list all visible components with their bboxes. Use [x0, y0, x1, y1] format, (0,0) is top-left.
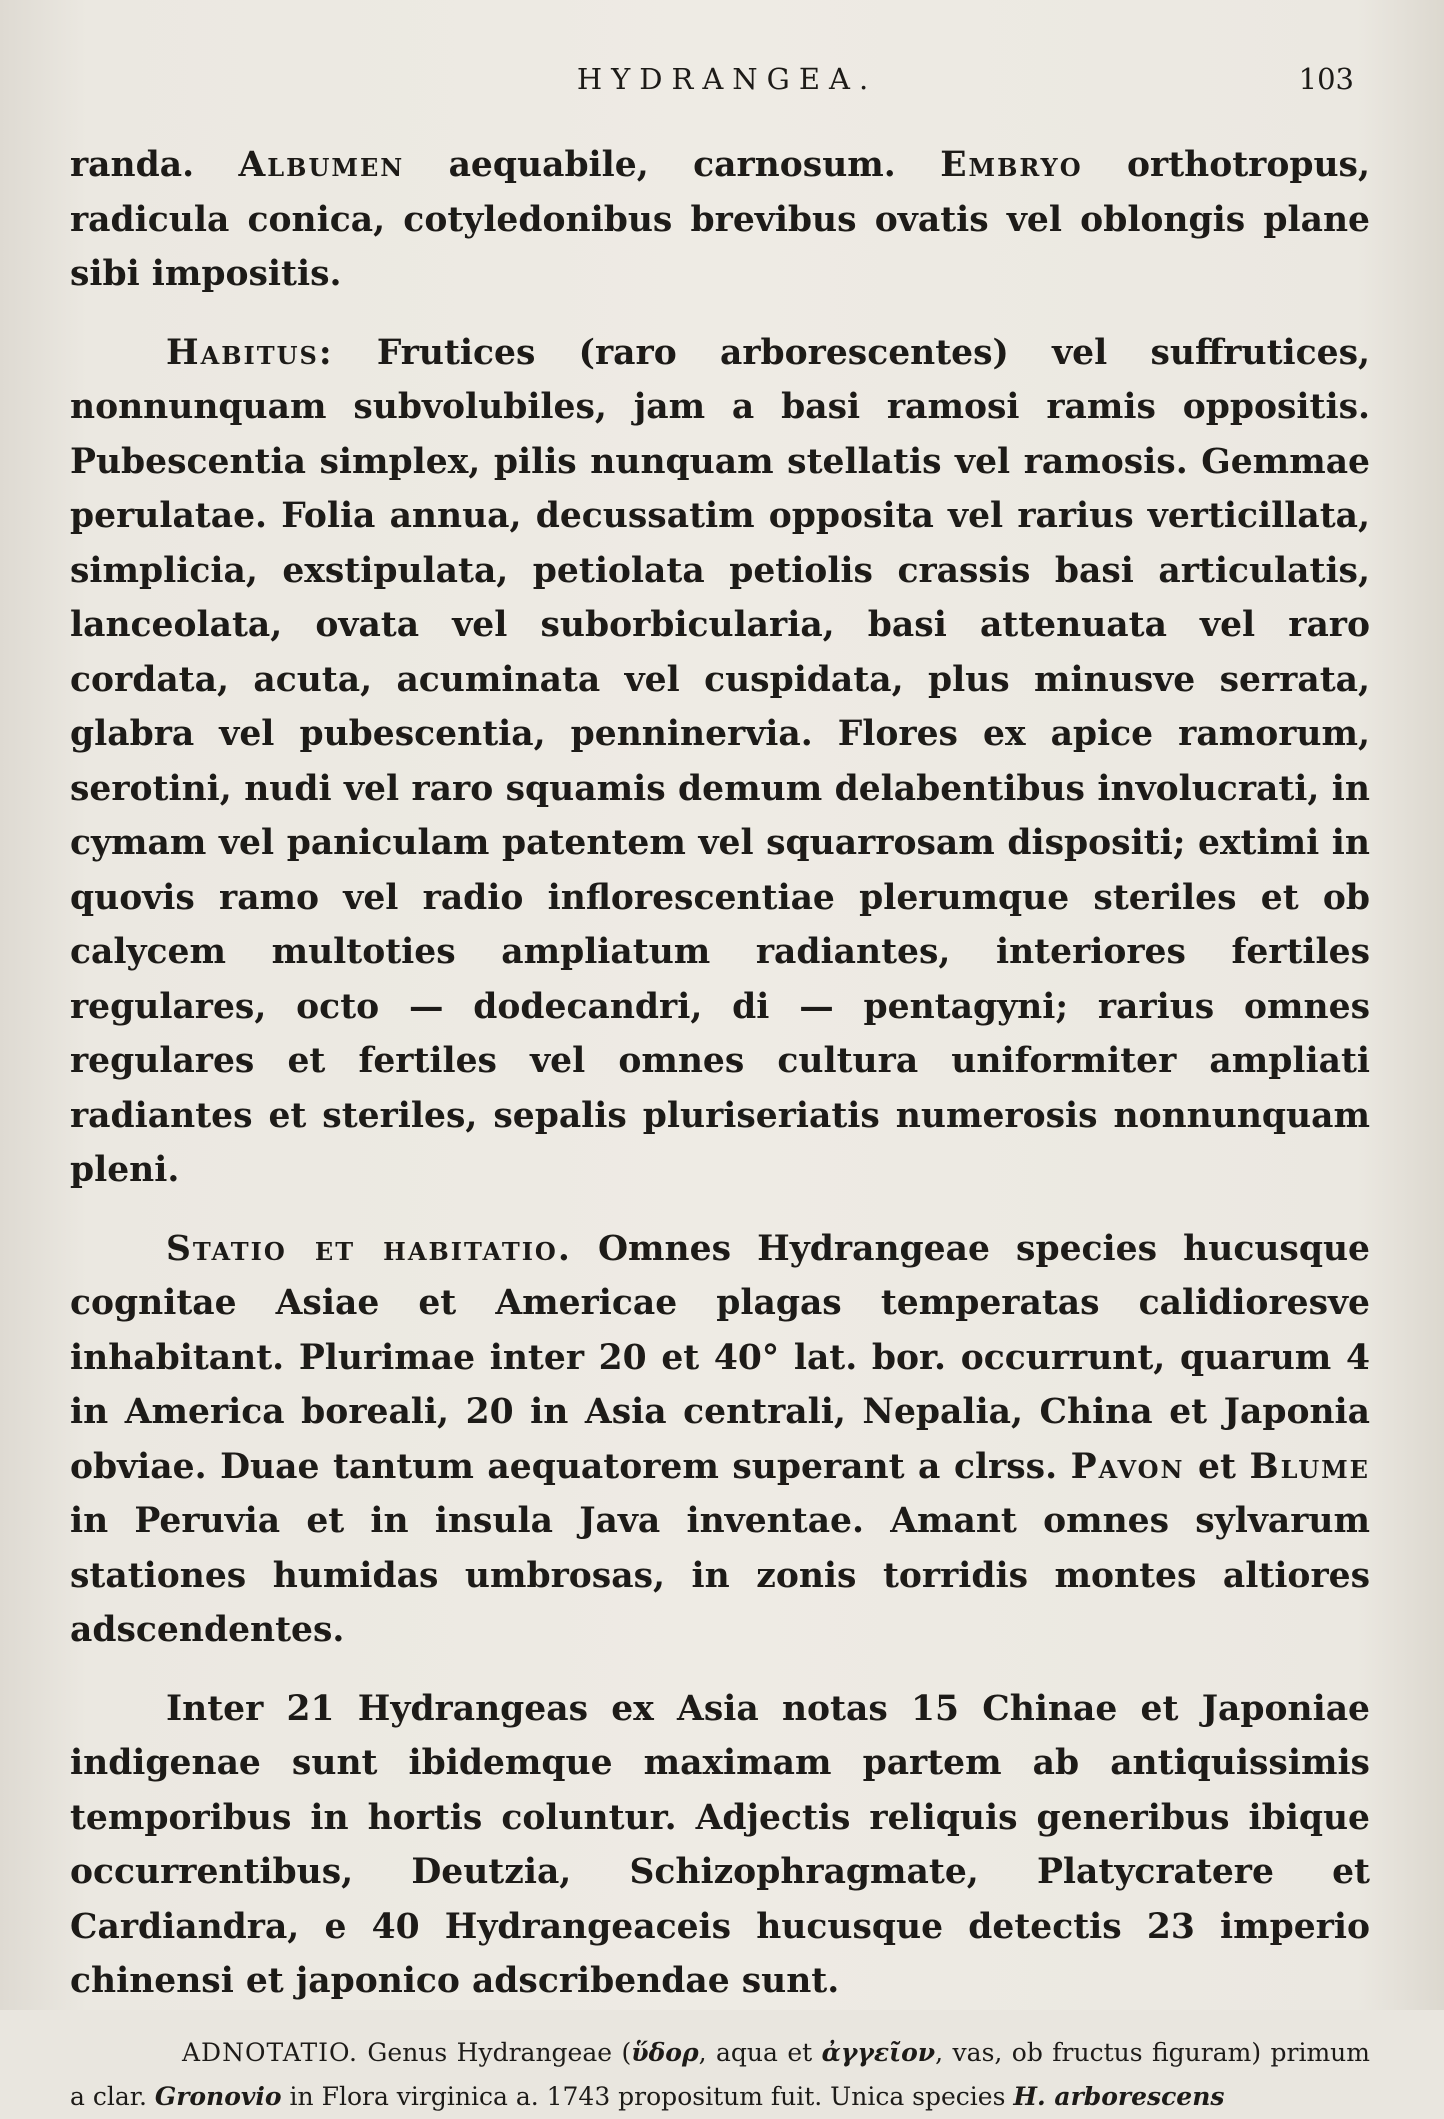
paragraph-inter: [70, 1682, 1370, 2009]
paragraph-statio: [70, 1222, 1370, 1658]
page-number: 103: [1298, 62, 1354, 96]
note-label: ADNOTATIO.: [182, 2037, 358, 2067]
term-statio: Statio et habitatio.: [166, 1228, 572, 1269]
species-name: H. arborescens: [1013, 2081, 1225, 2111]
annotation-note: [70, 2031, 1370, 2119]
text-run: et: [1184, 1446, 1250, 1487]
term-embryo: Embryo: [940, 145, 1083, 185]
text-run: randa.: [70, 145, 239, 185]
text-run: Frutices (raro arborescentes) vel suffrutices, nonnunquam subvolubiles, jam a basi ramosi ramis oppositis. Pubescentia simplex, pilis nunquam stellatis vel ramosis. Gemmae perulatae. Folia annua, decussatim opposita vel rarius verticillata, simplicia, exstipulata, petiolata petiolis crassis basi articulatis, lanceolata, ovata vel suborbicularia, basi attenuata vel raro cordata, acuta, acuminata vel cuspidata, plus minusve serrata, glabra vel pubescentia, penninervia. Flores ex apice ramorum, serotini, nudi vel raro squamis demum delabentibus involucrati, in cymam vel paniculam patentem vel squarrosam dispositi; extimi in quovis ramo vel radio inflorescentiae plerumque steriles et ob calycem multoties ampliatum radiantes, interiores fertiles regulares, octo — dodecandri, di — pentagyni; rarius omnes regulares et fertiles vel omnes cultura uniformiter ampliati radiantes et steriles, sepalis pluriseriatis numerosis nonnunquam pleni.: [70, 332, 1370, 1190]
greek-word: ἀγγεῖον: [821, 2037, 936, 2067]
text-run: Genus Hydrangeae (: [358, 2037, 632, 2067]
name-pavon: Pavon: [1070, 1446, 1185, 1487]
term-albumen: Albumen: [238, 145, 405, 185]
text-run: orthotropus, radicula conica, cotyledonibus brevibus ovatis vel oblongis plane sibi impositis.: [70, 145, 1370, 294]
author-name: Gronovio: [154, 2081, 282, 2111]
main-text: [70, 138, 1370, 2119]
text-run: Inter 21 Hydrangeas ex Asia notas 15 Chinae et Japoniae indigenae sunt ibidemque maximam partem ab antiquissimis temporibus in hortis coluntur. Adjectis reliquis generibus ibique occurrentibus, Deutzia, Schizophragmate, Platycratere et Cardiandra, e 40 Hydrangeaceis hucusque detectis 23 imperio chinensi et japonico adscribendae sunt.: [70, 1688, 1370, 2001]
text-run: , vas, ob fructus figuram) primum a clar.: [70, 2037, 1370, 2111]
page-header: [70, 62, 1384, 110]
text-run: in Peruvia et in insula Java inventae. Amant omnes sylvarum stationes humidas umbrosas, in zonis torridis montes altiores adscendentes.: [70, 1501, 1370, 1650]
running-title: HYDRANGEA.: [576, 62, 878, 96]
greek-word: ὕδορ: [631, 2037, 699, 2067]
text-run: aequabile, carnosum.: [404, 145, 941, 185]
paragraph-habitus: [70, 326, 1370, 1198]
text-run: , aqua et: [698, 2037, 822, 2067]
name-blume: Blume: [1249, 1446, 1370, 1487]
term-habitus: Habitus:: [166, 332, 334, 373]
text-run: Omnes Hydrangeae species hucusque cognitae Asiae et Americae plagas temperatas calidioresve inhabitant. Plurimae inter 20 et 40° lat. bor. occurrunt, quarum 4 in America boreali, 20 in Asia centrali, Nepalia, China et Japonia obviae. Duae tantum aequatorem superant a clrss.: [70, 1228, 1370, 1487]
paragraph-albumen-embryo: [70, 138, 1370, 302]
text-run: in Flora virginica a. 1743 propositum fuit. Unica species: [281, 2081, 1014, 2111]
